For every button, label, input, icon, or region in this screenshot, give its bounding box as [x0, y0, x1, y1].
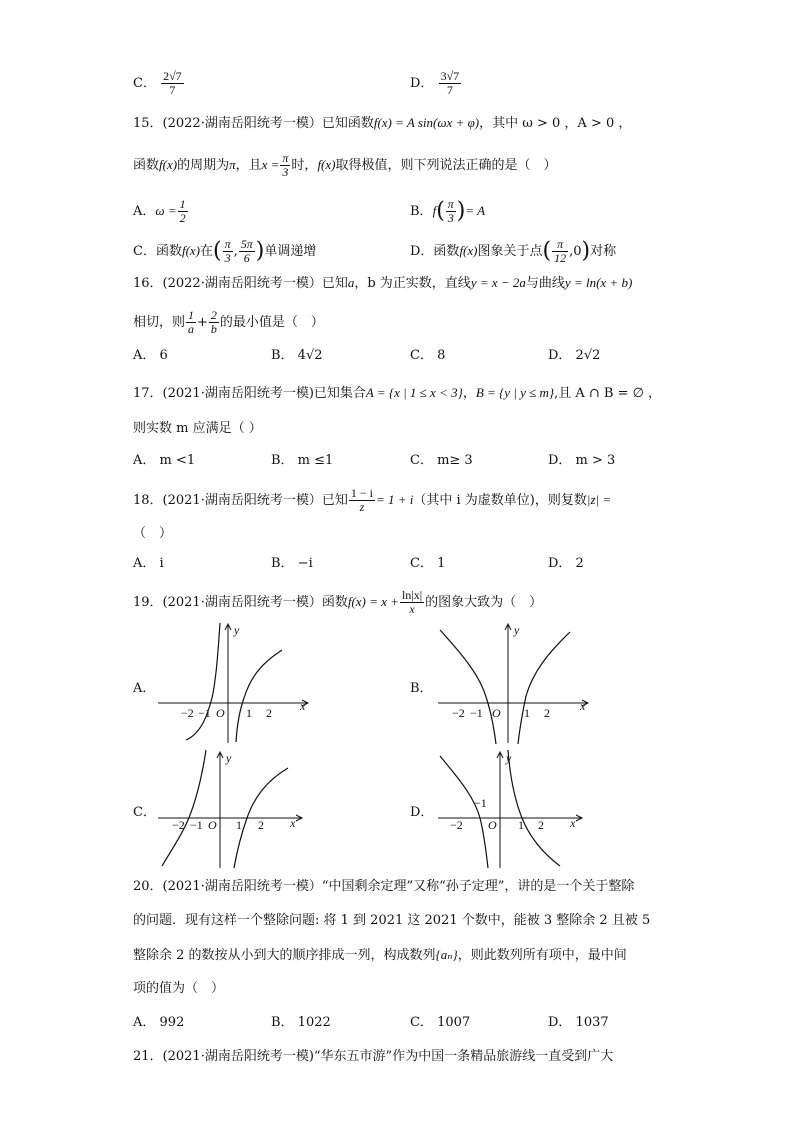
origin-label: O	[488, 818, 497, 832]
q14-option-d: D． $\frac{3√7}{7}$	[410, 69, 460, 97]
q19-graph-b	[430, 618, 600, 748]
q19-stem: 19．(2021·湖南岳阳统考一模）函数f(x) = x + $\frac{\ln|x|}{x}$ 的图象大致为（ ）	[133, 588, 543, 616]
q17-stem-line1: 17．(2021·湖南岳阳统考一模)已知集合A = {x | 1 ≤ x < 3}，B = {y | y ≤ m},且 A ∩ B = ∅ ，	[133, 385, 662, 401]
q20-stem-line4: 项的值为（ ）	[133, 981, 225, 996]
y-axis-label: y	[234, 623, 240, 637]
x-axis-label: x	[570, 816, 576, 830]
q14-option-c: C． $\frac{2√7}{7}$	[133, 69, 182, 97]
q20-option-b: B． 1022	[271, 1015, 331, 1030]
origin-label: O	[208, 818, 217, 832]
curve-right-branch	[518, 632, 570, 744]
q15-option-c: C．函数f(x)在( $\frac{\pi}{3}$ , $\frac{5\pi}{6}$ )单调递增	[133, 237, 317, 265]
tick-2: 2	[544, 706, 550, 720]
q15-option-d: D．函数f(x)图象关于点( $\frac{\pi}{12}$ ,0)对称	[410, 237, 617, 265]
q19-graph-label-b: B．	[410, 681, 433, 696]
origin-label: O	[216, 706, 225, 720]
q20-stem-line3: 整除余 2 的数按从小到大的顺序排成一列，构成数列{aₙ}，则此数列所有项中，最中间	[133, 947, 627, 963]
q16-option-c: C． 8	[410, 348, 446, 363]
curve-left-branch	[440, 756, 488, 868]
tick-neg1: −1	[198, 706, 211, 720]
y-axis-label: y	[514, 623, 520, 637]
x-axis-label: x	[580, 699, 586, 713]
q17-stem-line2: 则实数 m 应满足（ ）	[133, 421, 262, 436]
tick-neg2: −2	[450, 818, 463, 832]
q20-stem-line1: 20．(2021·湖南岳阳统考一模）“中国剩余定理”又称“孙子定理”，讲的是一个关于整除	[133, 879, 635, 894]
y-axis-label: y	[226, 751, 232, 765]
curve-right-branch	[508, 750, 560, 866]
q17-option-a: A． m <1	[133, 453, 196, 468]
tick-neg2: −2	[172, 818, 185, 832]
q20-option-a: A． 992	[133, 1015, 185, 1030]
tick-2: 2	[258, 818, 264, 832]
q18-option-a: A． i	[133, 556, 164, 571]
q21-stem-line1: 21．(2021·湖南岳阳统考一模)“华东五市游”作为中国一条精品旅游线一直受到广大	[133, 1049, 614, 1064]
tick-1: 1	[236, 818, 242, 832]
tick-neg1: −1	[190, 818, 203, 832]
q18-option-c: C． 1	[410, 556, 446, 571]
curve-left-branch	[440, 630, 496, 744]
q16-option-a: A． 6	[133, 348, 168, 363]
tick-neg2: −2	[452, 706, 465, 720]
q20-option-d: D． 1037	[548, 1015, 609, 1030]
q19-graph-c	[150, 746, 320, 870]
q18-option-d: D． 2	[548, 556, 584, 571]
curve-left-branch	[162, 750, 206, 866]
curve-right-branch	[236, 650, 282, 742]
q20-stem-line2: 的问题．现有这样一个整除问题: 将 1 到 2021 这 2021 个数中，能被 3 整除余 2 且被 5	[133, 913, 651, 928]
q16-stem-line1: 16．(2022·湖南岳阳统考一模）已知a，b 为正实数，直线y = x − 2a与曲线y = ln(x + b)	[133, 275, 633, 291]
q17-option-d: D． m > 3	[548, 453, 616, 468]
tick-2: 2	[538, 818, 544, 832]
q18-stem-line2: （ ）	[133, 526, 173, 541]
curve-left-branch	[186, 623, 220, 740]
tick-neg2: −2	[181, 706, 194, 720]
q19-graph-label-d: D．	[410, 805, 434, 820]
tick-neg1: −1	[470, 706, 483, 720]
tick-neg1: −1	[474, 796, 487, 810]
tick-1: 1	[246, 706, 252, 720]
q15-option-b: B．f( $\frac{\pi}{3}$ )= A	[410, 197, 486, 225]
q19-graph-d	[430, 746, 600, 870]
y-axis-label: y	[506, 751, 512, 765]
q16-option-d: D． 2√2	[548, 348, 601, 363]
q18-stem-line1: 18．(2021·湖南岳阳统考一模）已知 $\frac{1 - i}{z}$ = 1 + i（其中 i 为虚数单位)，则复数|z| =	[133, 486, 612, 514]
q19-graph-a	[150, 618, 320, 748]
q15-stem-line1: 15．(2022·湖南岳阳统考一模）已知函数f(x) = A sin(ωx + φ)，其中 ω > 0 ，A > 0 ，	[133, 115, 632, 131]
q17-option-c: C． m≥ 3	[410, 453, 473, 468]
q15-option-a: A．ω = $\frac{1}{2}$	[133, 197, 186, 225]
tick-2: 2	[266, 706, 272, 720]
q16-stem-line2: 相切，则 $\frac{1}{a}$ + $\frac{2}{b}$ 的最小值是（ ）	[133, 308, 324, 336]
origin-label: O	[492, 706, 501, 720]
x-axis-label: x	[290, 816, 296, 830]
x-axis-label: x	[300, 699, 306, 713]
q16-option-b: B． 4√2	[271, 348, 323, 363]
tick-1: 1	[524, 706, 530, 720]
q17-option-b: B． m ≤1	[271, 453, 334, 468]
q20-option-c: C． 1007	[410, 1015, 471, 1030]
q18-option-b: B． −i	[271, 556, 313, 571]
q19-graph-label-c: C．	[133, 805, 156, 820]
tick-1: 1	[518, 818, 524, 832]
q15-stem-line2: 函数f(x)的周期为π，且x = $\frac{\pi}{3}$ 时，f(x)取得极值，则下列说法正确的是（ ）	[133, 151, 557, 179]
q19-graph-label-a: A．	[133, 681, 156, 696]
